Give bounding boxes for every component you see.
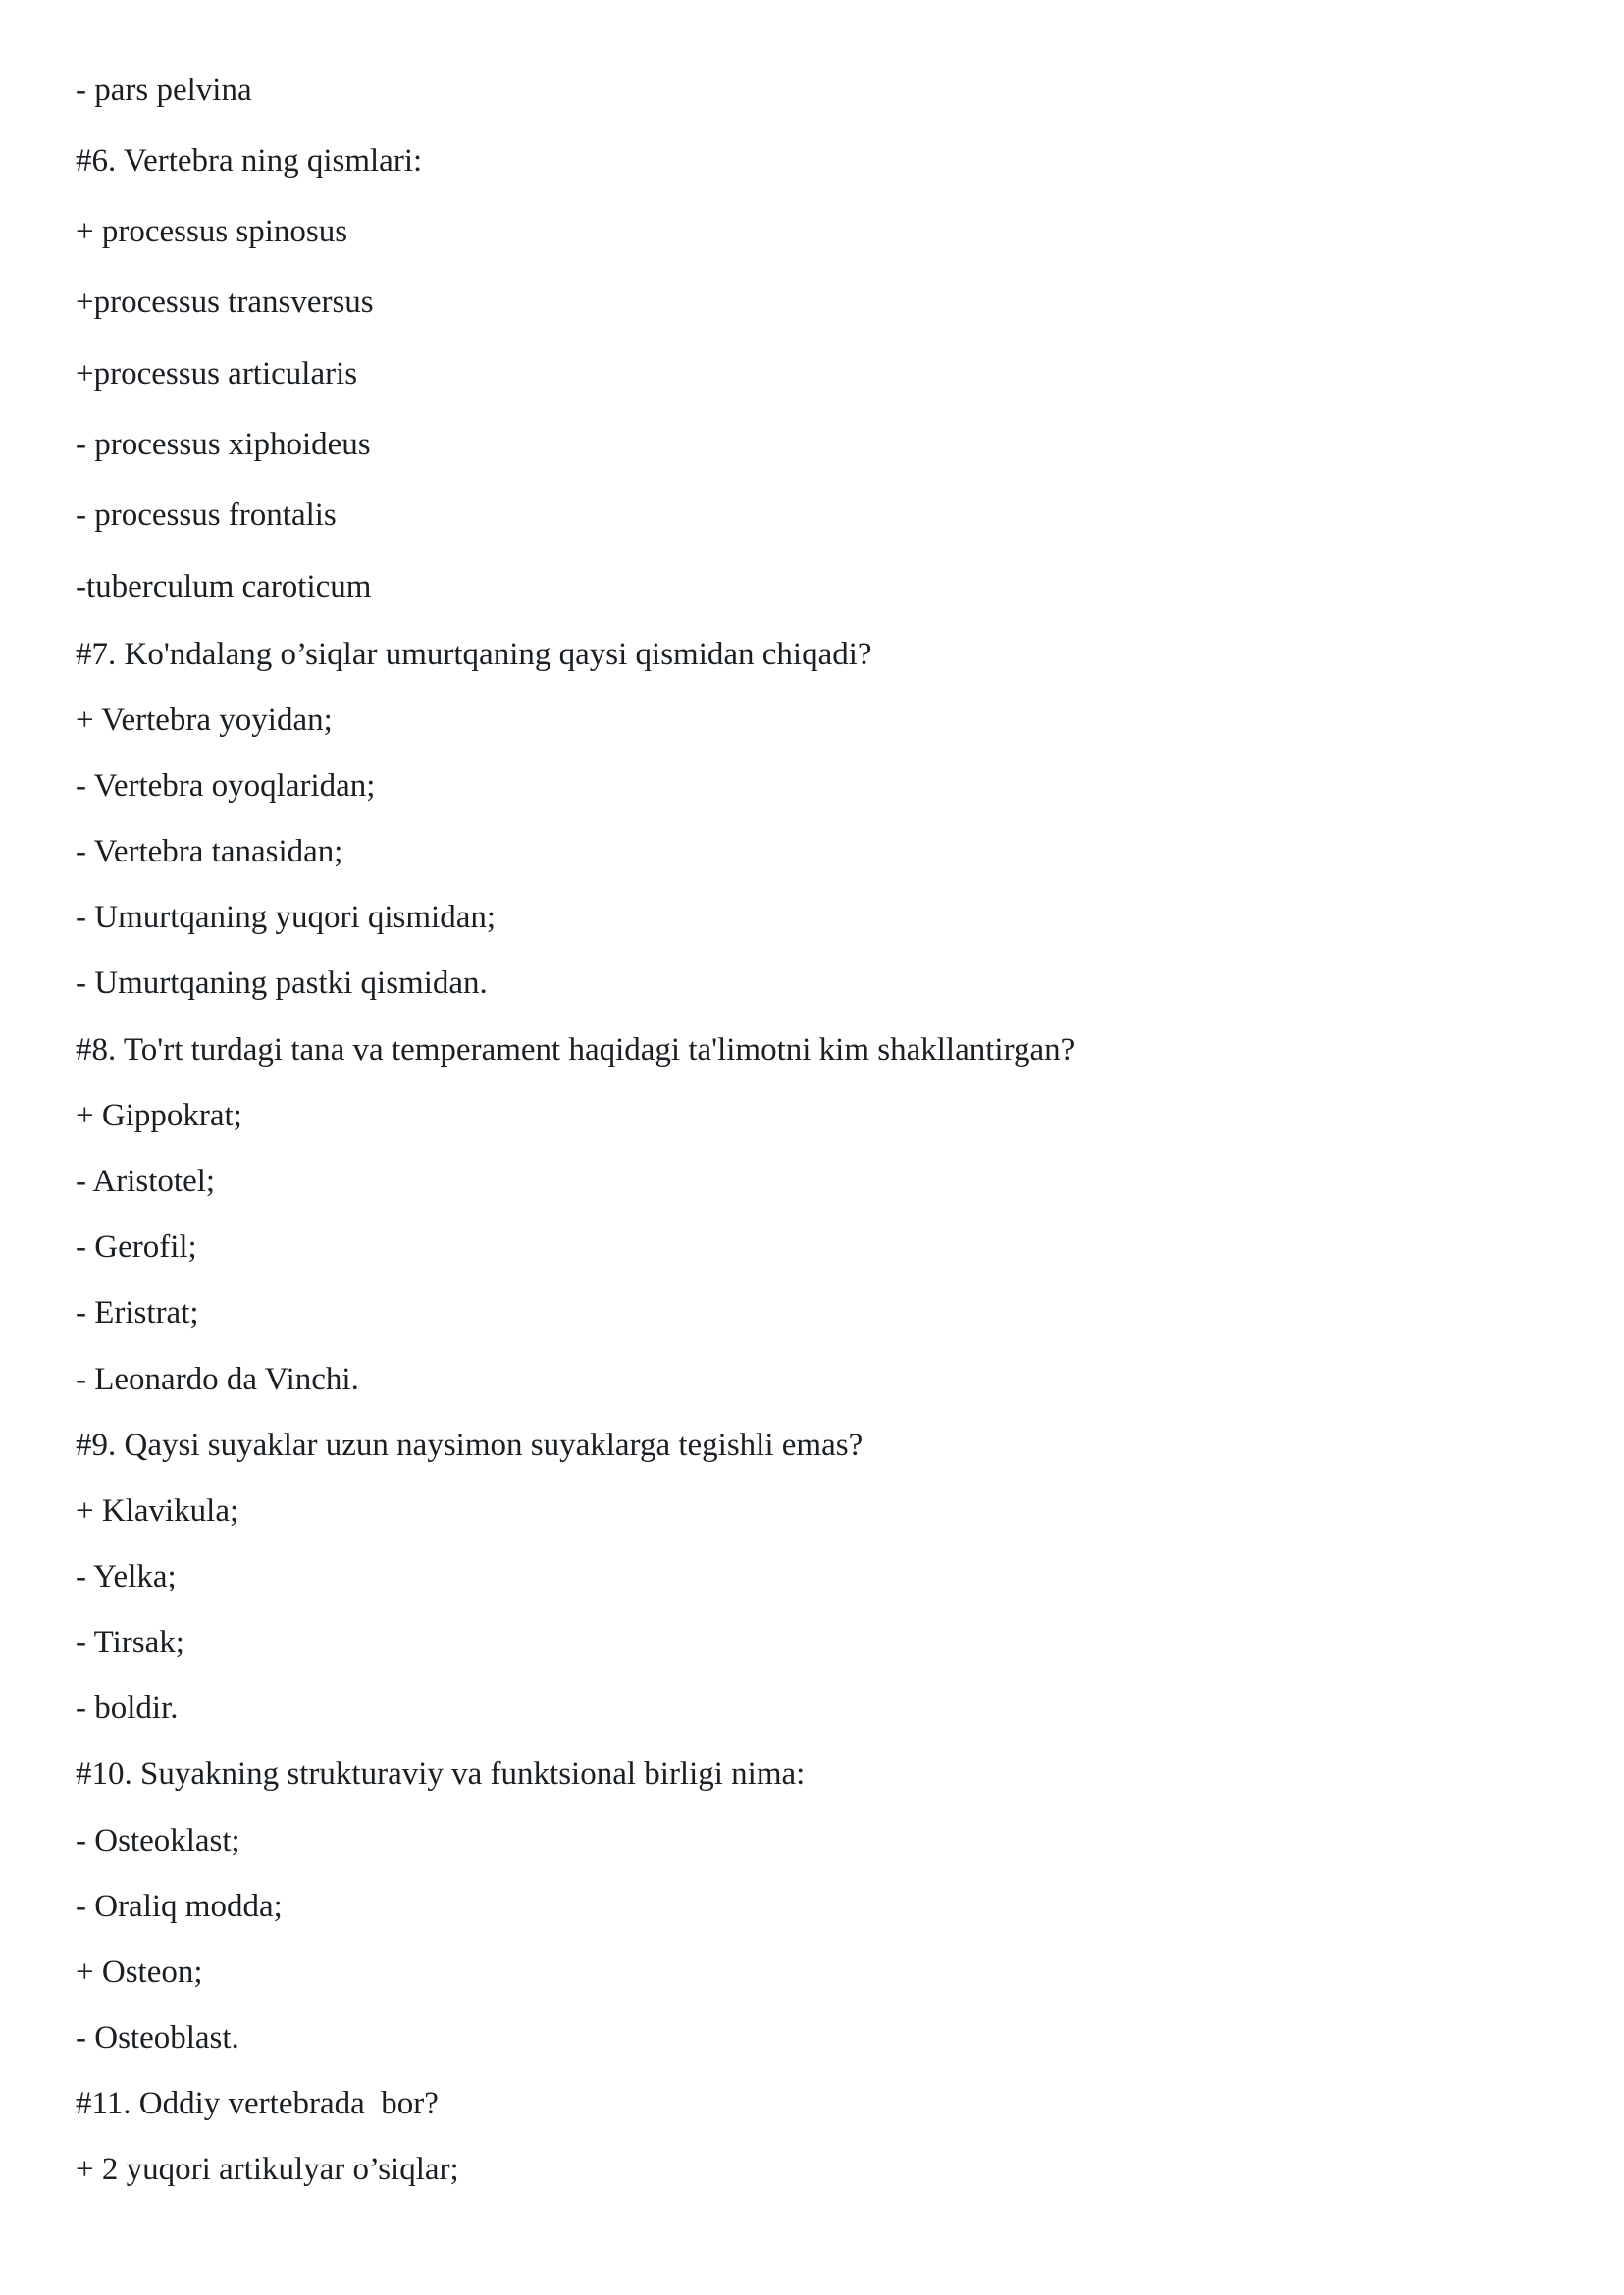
option-line: - Osteoblast. (76, 2020, 239, 2056)
question-line: #8. To'rt turdagi tana va temperament haqidagi ta'limotni kim shakllantirgan? (76, 1032, 1075, 1068)
question-line: #10. Suyakning strukturaviy va funktsional birligi nima: (76, 1756, 806, 1792)
option-line: + Gippokrat; (76, 1098, 242, 1133)
question-line: #7. Ko'ndalang o’siqlar umurtqaning qaysi qismidan chiqadi? (76, 637, 872, 672)
option-line: - Umurtqaning yuqori qismidan; (76, 900, 497, 935)
option-line: + Osteon; (76, 1955, 203, 1990)
option-line: - Vertebra oyoqlaridan; (76, 768, 376, 804)
option-line: - Eristrat; (76, 1295, 199, 1330)
option-line: - Vertebra tanasidan; (76, 834, 343, 869)
option-line: - processus frontalis (76, 497, 337, 533)
question-line: #6. Vertebra ning qismlari: (76, 143, 423, 179)
option-line: + Vertebra yoyidan; (76, 703, 333, 738)
option-line: - Leonardo da Vinchi. (76, 1362, 359, 1397)
option-line: -tuberculum caroticum (76, 569, 372, 604)
question-line: #11. Oddiy vertebrada bor? (76, 2086, 439, 2121)
option-line: + Klavikula; (76, 1493, 239, 1529)
option-line: - Gerofil; (76, 1229, 197, 1265)
option-line: - pars pelvina (76, 73, 252, 108)
option-line: +processus transversus (76, 285, 374, 320)
option-line: - Yelka; (76, 1559, 177, 1594)
question-line: #9. Qaysi suyaklar uzun naysimon suyaklarga tegishli emas? (76, 1428, 864, 1463)
option-line: - boldir. (76, 1691, 179, 1726)
option-line: - Oraliq modda; (76, 1889, 283, 1924)
option-line: - Umurtqaning pastki qismidan. (76, 965, 488, 1001)
option-line: - Osteoklast; (76, 1823, 240, 1858)
option-line: - Aristotel; (76, 1164, 216, 1199)
option-line: + processus spinosus (76, 214, 348, 249)
option-line: +processus articularis (76, 356, 358, 391)
option-line: - processus xiphoideus (76, 427, 371, 462)
option-line: + 2 yuqori artikulyar o’siqlar; (76, 2152, 459, 2187)
option-line: - Tirsak; (76, 1625, 184, 1660)
